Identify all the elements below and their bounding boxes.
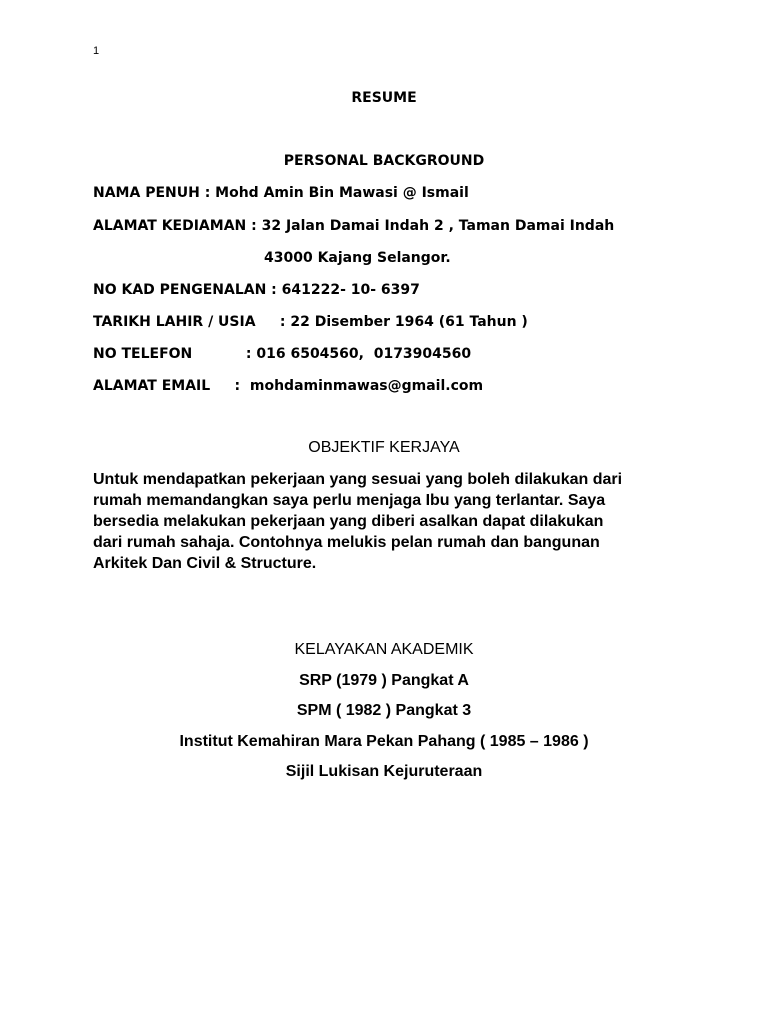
kelayakan-akademik-heading: KELAYAKAN AKADEMIK xyxy=(294,641,474,658)
alamat-kediaman-line: ALAMAT KEDIAMAN : 32 Jalan Damai Indah 2 , Taman Damai Indah xyxy=(93,218,615,234)
objektif-line: rumah memandangkan saya perlu menjaga Ibu yang terlantar. Saya xyxy=(93,492,606,509)
objektif-line: bersedia melakukan pekerjaan yang diberi asalkan dapat dilakukan xyxy=(93,513,604,530)
no-kad-pengenalan-line: NO KAD PENGENALAN : 641222- 10- 6397 xyxy=(93,282,420,298)
page-number: 1 xyxy=(93,45,100,57)
kelayakan-item-spm: SPM ( 1982 ) Pangkat 3 xyxy=(296,702,472,719)
objektif-line: dari rumah sahaja. Contohnya melukis pelan rumah dan bangunan xyxy=(93,534,600,551)
objektif-line: Arkitek Dan Civil & Structure. xyxy=(93,555,317,572)
objektif-paragraph xyxy=(93,469,683,574)
kelayakan-item-institut: Institut Kemahiran Mara Pekan Pahang ( 1985 – 1986 ) xyxy=(179,733,589,750)
nama-penuh-line: NAMA PENUH : Mohd Amin Bin Mawasi @ Ismail xyxy=(93,185,469,201)
objektif-kerjaya-heading: OBJEKTIF KERJAYA xyxy=(308,439,460,456)
personal-background-heading: PERSONAL BACKGROUND xyxy=(283,153,485,169)
alamat-kediaman-line-2: 43000 Kajang Selangor. xyxy=(264,250,451,266)
kelayakan-item-sijil: Sijil Lukisan Kejuruteraan xyxy=(285,763,483,780)
tarikh-lahir-line: TARIKH LAHIR / USIA : 22 Disember 1964 (61 Tahun ) xyxy=(93,314,528,330)
resume-title: RESUME xyxy=(351,90,417,106)
alamat-email-line: ALAMAT EMAIL : mohdaminmawas@gmail.com xyxy=(93,378,484,394)
no-telefon-line: NO TELEFON : 016 6504560, 0173904560 xyxy=(93,346,472,362)
kelayakan-item-srp: SRP (1979 ) Pangkat A xyxy=(299,672,469,689)
objektif-line: Untuk mendapatkan pekerjaan yang sesuai yang boleh dilakukan dari xyxy=(93,471,623,488)
